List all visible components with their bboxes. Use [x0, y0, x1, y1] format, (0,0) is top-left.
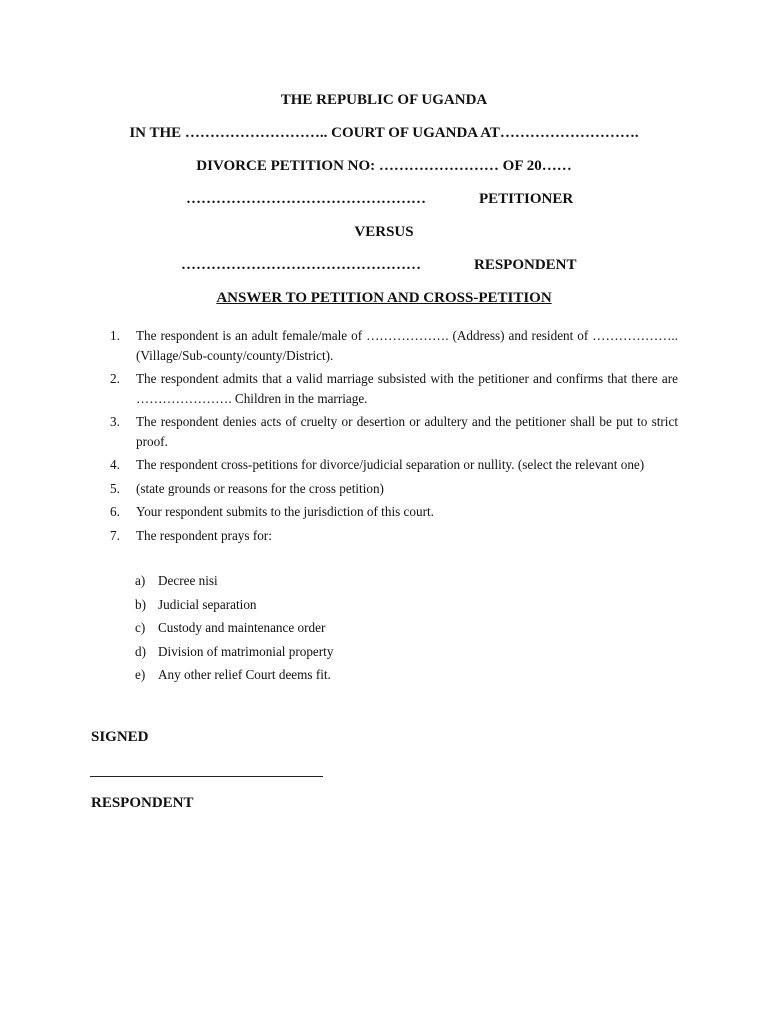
prayer-item-text: Decree nisi — [158, 573, 218, 588]
respondent-label: RESPONDENT — [474, 257, 577, 273]
document-title: THE REPUBLIC OF UGANDA — [280, 92, 488, 108]
prayer-item — [135, 569, 333, 593]
prayer-item-text: Division of matrimonial property — [158, 643, 334, 659]
prayer-item-letter: c) — [135, 620, 146, 635]
list-item-number: 3. — [110, 414, 120, 429]
section-heading-text: ANSWER TO PETITION AND CROSS-PETITION — [216, 290, 552, 306]
list-item-text: The respondent admits that a valid marriage subsisted with the petitioner and confirms that there are …………………. Children in the marriage. — [136, 371, 678, 406]
respondent-name-blank: ………………………………………… — [181, 257, 421, 273]
prayer-item-letter: e) — [135, 667, 146, 682]
list-item-number: 6. — [110, 504, 120, 519]
list-item-text: The respondent prays for: — [136, 527, 272, 543]
prayers-list — [135, 569, 333, 687]
list-item-text: (state grounds or reasons for the cross petition) — [136, 480, 384, 496]
prayer-item — [135, 663, 333, 687]
petition-number-line: DIVORCE PETITION NO: …………………… OF 20…… — [196, 158, 572, 174]
list-item — [110, 455, 678, 475]
list-item-number: 4. — [110, 457, 120, 472]
list-item-number: 5. — [110, 480, 120, 496]
court-line: IN THE ……………………….. COURT OF UGANDA AT………………………. — [129, 125, 639, 141]
list-item-text: The respondent cross-petitions for divorce/judicial separation or nullity. (select the relevant one) — [136, 457, 645, 472]
prayer-item-letter: a) — [135, 573, 146, 588]
list-item-number: 7. — [110, 527, 120, 543]
prayer-item — [135, 616, 333, 640]
petitioner-label: PETITIONER — [479, 191, 574, 207]
list-item-number: 1. — [110, 328, 120, 343]
prayer-item — [135, 593, 333, 617]
section-heading — [0, 290, 768, 307]
prayer-item-letter: b) — [135, 596, 146, 612]
list-item-text: The respondent denies acts of cruelty or desertion or adultery and the petitioner shall be put to strict proof. — [136, 414, 678, 449]
versus-label: VERSUS — [354, 224, 414, 240]
list-item — [110, 479, 678, 499]
list-item-text: Your respondent submits to the jurisdiction of this court. — [136, 504, 434, 519]
list-item — [110, 526, 678, 546]
list-item — [110, 369, 678, 408]
prayer-item-text: Custody and maintenance order — [158, 620, 326, 635]
signature-role-label: RESPONDENT — [91, 795, 194, 811]
signed-label: SIGNED — [91, 729, 149, 745]
list-item — [110, 412, 678, 451]
list-item-text: The respondent is an adult female/male of ………………. (Address) and resident of ……………….. (Village/Sub-county/county/District). — [136, 328, 678, 363]
signature-line — [90, 776, 323, 777]
prayer-item-text: Any other relief Court deems fit. — [158, 667, 331, 682]
list-item-number: 2. — [110, 371, 120, 386]
list-item — [110, 502, 678, 522]
prayer-item — [135, 640, 333, 664]
list-item — [110, 326, 678, 365]
answer-items-list — [110, 326, 678, 549]
petitioner-name-blank: ………………………………………… — [186, 191, 426, 207]
prayer-item-text: Judicial separation — [158, 596, 257, 612]
prayer-item-letter: d) — [135, 643, 146, 659]
